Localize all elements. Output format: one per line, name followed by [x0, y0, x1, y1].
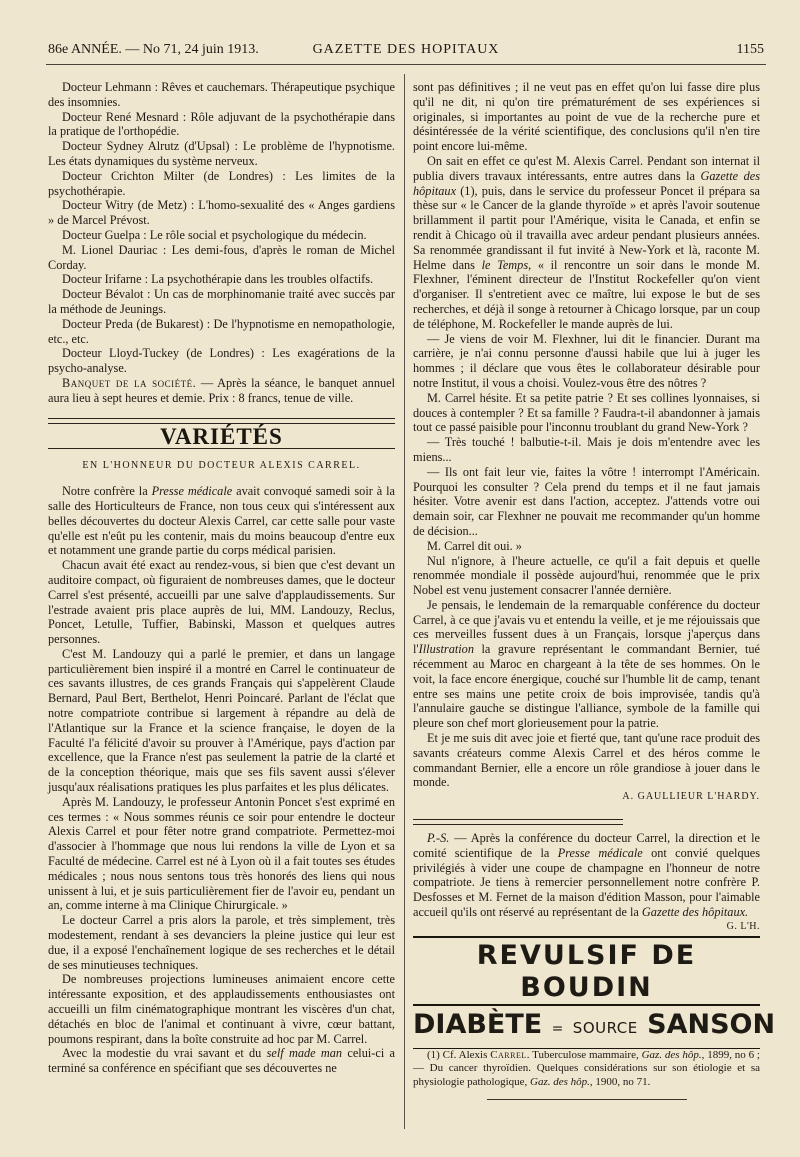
- program-item: Docteur Lloyd-Tuckey (de Londres) : Les exagérations de la psycho-analyse.: [48, 346, 395, 376]
- article-paragraph: Chacun avait été exact au rendez-vous, si bien que c'est devant un auditoire compact, où figuraient de nombreuses dames, que le docteur Carrel s'est présenté, accueilli par une salve d'applaudissements. Sur l'estrade avaient pris place auprès de lui, MM. Landouzy, Reclus, Poncet, Letulle, Tuffier, Babinski, Masson et quelques autres personnes.: [48, 558, 395, 647]
- program-item: Docteur Bévalot : Un cas de morphinomanie traité avec succès par la méthode de Jeunings.: [48, 287, 395, 316]
- section-title: VARIÉTÉS: [160, 423, 283, 449]
- article-paragraph: Nul n'ignore, à l'heure actuelle, ce qu'il a fait depuis et quelle renommée mondiale il possède aujourd'hui, renommée que le prix Nobel est venu justement consacrer l'année dernière.: [413, 553, 760, 598]
- author-signature: A. GAULLIEUR L'HARDY.: [622, 791, 760, 803]
- footnote: (1) Cf. Alexis Carrel. Tuberculose mammaire, Gaz. des hôp., 1899, no 6 ; — Du cancer thyroïdien. Quelques considérations sur son étiologie et sa physiologie pathologique, Gaz. des hôp., 1900, no 71.: [413, 1048, 760, 1088]
- program-item: Docteur Guelpa : Le rôle social et psychologique du médecin.: [62, 227, 367, 242]
- banquet-label: Banquet de la société.: [62, 375, 197, 390]
- left-column: [48, 80, 395, 1076]
- banquet-paragraph: [48, 376, 395, 406]
- article-paragraph: Le docteur Carrel a pris alors la parole, et très simplement, très modestement, rendant à ses devanciers la pleine justice qui leur est due, il a exposé l'enchaînement logique de ses recherches et le détail de ses minutieuses techniques.: [48, 913, 395, 972]
- journal-title: GAZETTE DES HOPITAUX: [312, 42, 500, 57]
- right-column: [413, 80, 776, 1100]
- program-item: Docteur Crichton Milter (de Londres) : Les limites de la psychothérapie.: [48, 168, 395, 198]
- issue-info: 86e ANNÉE. — No 71, 24 juin 1913.: [48, 42, 259, 57]
- article-paragraph: — Je viens de voir M. Flexhner, lui dit le financier. Durant ma carrière, je n'ai connu personne d'aussi habile que lui à juger les hommes ; il déclare que vous êtes le collaborateur désirable pour notre Institut, il vous a choisi. Voulez-vous être des nôtres ?: [413, 331, 760, 390]
- postscript-rule: [413, 819, 623, 825]
- article-paragraph: — Ils ont fait leur vie, faites la vôtre ! interrompt l'Américain. Pourquoi les consulter ? Cela prend du temps et il ne faut jamais hésiter. Votre avenir est dans l'action, acceptez. J'attends votre oui demain soir, car Flexhner ne pouvait me recommander qu'un homme de décision...: [413, 464, 760, 538]
- article-paragraph: M. Carrel hésite. Et sa petite patrie ? Et ses collines lyonnaises, si douces à contempler ? Et sa famille ? Faudra-t-il abandonner à jamais tout ce passé paisible pour l'inconnu troublant du grand New-York ?: [413, 390, 760, 435]
- column-divider: [404, 74, 405, 1129]
- article-paragraph: De nombreuses projections lumineuses animaient encore cette intéressante exposition, et des applaudissements enthousiastes ont accueilli un film cinématographique montrant les viscères d'un chat, détachés en bloc de l'animal et continuant à vivre, cœur battant, poumons respirant, dans la boîte construite ad hoc par M. Carrel.: [48, 972, 395, 1046]
- section-rule: [48, 418, 395, 424]
- article-paragraph: — Très touché ! balbutie-t-il. Mais je dois m'entendre avec les miens...: [413, 435, 760, 464]
- article-paragraph: Après M. Landouzy, le professeur Antonin Poncet s'est exprimé en ces termes : « Nous sommes réunis ce soir pour entendre le docteur Alexis Carrel et pour fêter notre grand compatriote. Permettez-moi d'associer à l'hommage que nous lui rendons la ville de Lyon et sa Faculté de médecine. Carrel est né à Lyon où il a fait toutes ses études médicales ; nous nous sentons tous très honorés des liens qui nous unissent à lui, et je suis particulièrement fier de l'avoir eu, pendant un an, comme interne à ma Clinique Chirurgicale. »: [48, 794, 395, 913]
- advertisements: [413, 936, 776, 1049]
- article-title: EN L'HONNEUR DU DOCTEUR ALEXIS CARREL.: [82, 460, 361, 472]
- header-rule: [46, 64, 766, 65]
- footnote-rule: [487, 1099, 687, 1100]
- program-item: Docteur Witry (de Metz) : L'homo-sexualité des « Anges gardiens » de Marcel Prévost.: [48, 198, 395, 228]
- article-paragraph: Et je me suis dit avec joie et fierté que, tant qu'une race produit des savants créateurs comme Alexis Carrel et des héros comme le commandant Bernier, elle a encore un rôle grandiose à jouer dans le monde.: [413, 731, 760, 790]
- postscript: P.-S. — Après la conférence du docteur Carrel, la direction et le comité scientifique de la Presse médicale ont convié quelques privilégiés à vider une coupe de champagne en l'honneur de notre compatriote. Je tiens à remercier personnellement notre confrère P. Desfosses et M. Fernet de la maison d'édition Masson, pour l'aimable accueil qu'ils ont réservé au représentant de la Gazette des hôpitaux. G. L'H.: [413, 831, 760, 920]
- program-item: M. Lionel Dauriac : Les demi-fous, d'après le roman de Michel Corday.: [48, 242, 395, 272]
- article-paragraph: On sait en effet ce qu'est M. Alexis Carrel. Pendant son internat il publia divers travaux intéressants, entre autres dans la Gazette des hôpitaux (1), puis, dans le service du professeur Poncet il prépara sa thèse sur « le Cancer de la glande thyroïde » et après l'avoir soutenue brillamment il partit pour l'Amérique, visita le Canada, et enfin se rendit à Chicago où il travailla avec ardeur pendant plusieurs années. Sa renommée grandissant il fut invité à New-York et là, raconte M. Helme dans le Temps, « il rencontre un soir dans le monde M. Flexhner, l'éminent directeur de l'Institut Rockefeller qu'on vient d'organiser. Il s'entretient avec ce maître, lui expose le but de ses recherches, et déjà il songe à retourner à Chicago lorsque, par un coup de téléphone, M. Rockefeller le mande auprès de lui.: [413, 153, 760, 331]
- program-item: Docteur Lehmann : Rêves et cauchemars. Thérapeutique psychique des insomnies.: [48, 80, 395, 109]
- article-paragraph: Avec la modestie du vrai savant et du self made man celui-ci a terminé sa conférence en spécifiant que ses découvertes ne: [48, 1046, 395, 1076]
- program-item: Docteur Preda (de Bukarest) : De l'hypnotisme en nemopathologie, etc., etc.: [48, 316, 395, 346]
- article-paragraph: sont pas définitives ; il ne veut pas en effet qu'on lui fasse dire plus qu'il ne dit, ni qu'on tire prématurément de ses expériences si originales, si importantes au point de vue de la recherche pure et désintéressée de la vérité scientifique, des conclusions qu'il n'en tire point encore lui-même.: [413, 80, 760, 154]
- article-paragraph: M. Carrel dit oui. »: [427, 538, 522, 553]
- ad-revulsif: REVULSIF DE BOUDIN: [413, 936, 760, 1006]
- postscript-signature: G. L'H.: [726, 920, 760, 932]
- page-number: 1155: [736, 42, 764, 57]
- banquet-text: — Après la séance, le banquet annuel aura lieu à sept heures et demie. Prix : 8 francs, tenue de ville.: [48, 375, 395, 405]
- program-item: Docteur René Mesnard : Rôle adjuvant de la psychothérapie dans la pratique de l'orthopédie.: [48, 109, 395, 139]
- article-paragraph: Notre confrère la Presse médicale avait convoqué samedi soir à la salle des Horticulteurs de France, non tous ceux qui s'intéressent aux belles découvertes du docteur Alexis Carrel, car cette salle pour vaste qu'elle est n'eût pu les contenir, mais du moins beaucoup d'entre eux et notamment une grande partie du corps médical parisien.: [48, 484, 395, 558]
- article-paragraph: C'est M. Landouzy qui a parlé le premier, et dans un langage particulièrement bien inspiré il a montré en Carrel le continuateur de ces savants illustres, de ces grands Français qui s'appelèrent Claude Bernard, Paul Bert, Berthelot, Henri Poincaré. Parlant de l'éclat que notre compatriote contribue si largement à répandre au delà de l'Atlantique sur la France et la science française, le doyen de la Faculté l'a félicité d'avoir su prouver à l'Amérique, pays d'action par excellence, que la France n'est pas seulement la patrie de la clarté et de la conception théorique, mais que ses fils savent aussi s'élever jusqu'aux réalisations pratiques les plus parfaites et les plus délicates.: [48, 646, 395, 795]
- article-paragraph: Je pensais, le lendemain de la remarquable conférence du docteur Carrel, à ce que j'avais vu et entendu la veille, et je me réjouissais que ces merveilles fussent dues à un Français, lorsque j'aperçus dans l'Illustration la gravure représentant le commandant Bernier, tué récemment au Maroc en chargeant à la tête de ses hommes. On le voit, la face encore énergique, couché sur l'humble lit de camp, tenant entre ses mains une petite croix de bois improvisée, tandis qu'à l'annulaire gauche se distingue l'alliance, symbole de la famille qui pleure son chef mort glorieusement pour la patrie.: [413, 597, 760, 731]
- ad-diabete: DIABÈTE = SOURCE SANSON: [413, 1006, 760, 1049]
- program-item: Docteur Irifarne : La psychothérapie dans les troubles olfactifs.: [62, 272, 374, 287]
- running-header: [48, 42, 764, 62]
- program-item: Docteur Sydney Alrutz (d'Upsal) : Le problème de l'hypnotisme. Les états dynamiques du système nerveux.: [48, 139, 395, 168]
